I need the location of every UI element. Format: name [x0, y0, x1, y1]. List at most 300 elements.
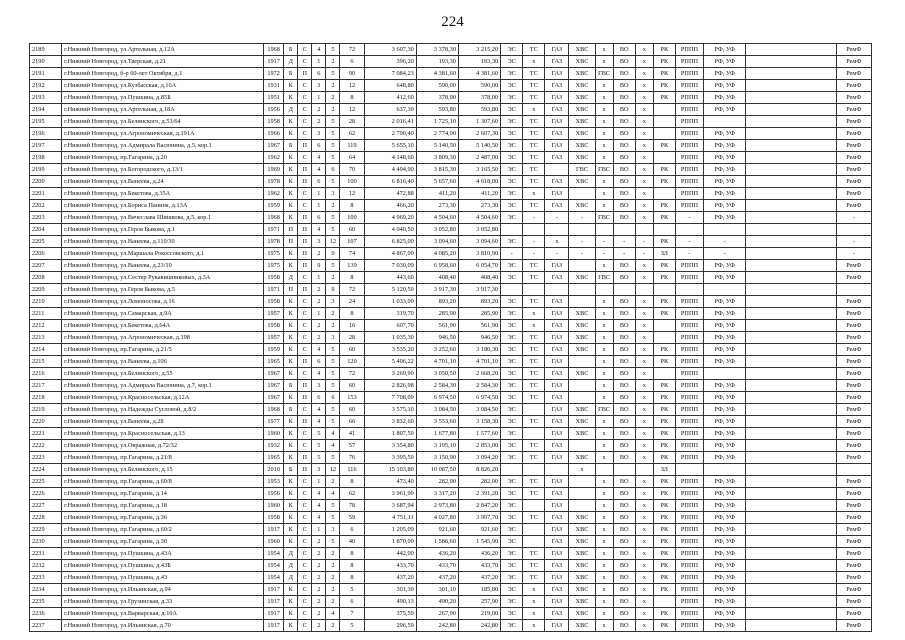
- table-cell: РК: [653, 560, 675, 572]
- table-cell: РФ, УФ: [704, 344, 746, 356]
- table-cell: х: [635, 488, 653, 500]
- table-cell: ГАЗ: [545, 188, 569, 200]
- table-cell: 5: [326, 152, 340, 164]
- table-cell: 6: [326, 164, 340, 176]
- table-cell: [595, 284, 613, 296]
- table-cell: -: [595, 248, 613, 260]
- table-cell: г.Нижний Новгород, ул.Сестер Рукавишниковых, д.3А: [62, 272, 264, 284]
- table-cell: 10 087,50: [416, 464, 458, 476]
- table-cell: ГАЗ: [545, 200, 569, 212]
- table-cell: 2215: [30, 356, 62, 368]
- table-cell: х: [635, 404, 653, 416]
- table-cell: 2205: [30, 236, 62, 248]
- table-cell: П: [298, 248, 312, 260]
- table-cell: [545, 164, 569, 176]
- table-cell: РФ, УФ: [704, 332, 746, 344]
- table-cell: ВО: [613, 392, 635, 404]
- table-cell: РФ, УФ: [704, 128, 746, 140]
- table-cell: РемФ: [836, 332, 871, 344]
- table-cell: ЭС: [501, 488, 523, 500]
- table-cell: РемФ: [836, 128, 871, 140]
- table-cell: 433,70: [458, 560, 500, 572]
- table-cell: 285,90: [458, 308, 500, 320]
- table-cell: ТС: [523, 116, 545, 128]
- table-cell: 74: [340, 248, 364, 260]
- table-cell: х: [595, 620, 613, 632]
- table-cell: 1958: [264, 296, 284, 308]
- table-cell: ГАЗ: [545, 68, 569, 80]
- table-cell: 2 584,30: [458, 380, 500, 392]
- table-cell: 433,70: [416, 560, 458, 572]
- table-cell: С: [298, 608, 312, 620]
- table-cell: 2 774,90: [416, 128, 458, 140]
- table-cell: ЭС: [501, 260, 523, 272]
- table-cell: 4: [312, 512, 326, 524]
- table-cell: 2 391,20: [458, 488, 500, 500]
- table-cell: П: [298, 212, 312, 224]
- table-cell: С: [298, 272, 312, 284]
- table-cell: РППП: [675, 452, 703, 464]
- table-cell: РФ, УФ: [704, 404, 746, 416]
- table-cell: ГАЗ: [545, 392, 569, 404]
- table-cell: [746, 272, 836, 284]
- table-cell: РППП: [675, 296, 703, 308]
- table-cell: 5: [326, 416, 340, 428]
- table-cell: 1966: [264, 128, 284, 140]
- table-cell: г.Нижний Новгород, ул.Артельная, д.18А: [62, 104, 264, 116]
- table-cell: П: [298, 356, 312, 368]
- table-cell: РФ, УФ: [704, 356, 746, 368]
- table-cell: 1: [312, 524, 326, 536]
- table-cell: 5: [326, 380, 340, 392]
- table-cell: г.Нижний Новгород, ул.Надежды Сусловой, д.8/2: [62, 404, 264, 416]
- table-cell: х: [635, 608, 653, 620]
- table-cell: ВО: [613, 380, 635, 392]
- table-cell: х: [569, 464, 595, 476]
- table-cell: ЭС: [501, 512, 523, 524]
- table-cell: Д: [284, 572, 298, 584]
- table-cell: 1960: [264, 500, 284, 512]
- table-cell: С: [298, 368, 312, 380]
- table-cell: х: [595, 128, 613, 140]
- table-cell: РемФ: [836, 380, 871, 392]
- table-cell: ГАЗ: [545, 572, 569, 584]
- table-cell: 4 618,00: [458, 176, 500, 188]
- table-cell: РФ, УФ: [704, 548, 746, 560]
- table-cell: РК: [653, 452, 675, 464]
- table-cell: РФ, УФ: [704, 572, 746, 584]
- table-cell: г.Нижний Новгород, пр.Гагарина, д.21/8: [62, 452, 264, 464]
- table-cell: г.Нижний Новгород, ул.Варварская, д.10А: [62, 608, 264, 620]
- table-row: [30, 476, 872, 488]
- table-cell: РППП: [675, 56, 703, 68]
- table-cell: К: [284, 368, 298, 380]
- table-cell: РФ, УФ: [704, 44, 746, 56]
- table-cell: П: [298, 380, 312, 392]
- table-cell: 1 035,30: [364, 332, 416, 344]
- table-cell: ГАЗ: [545, 332, 569, 344]
- table-cell: х: [523, 320, 545, 332]
- table-cell: 2: [312, 620, 326, 632]
- table-cell: ЭС: [501, 440, 523, 452]
- table-row: [30, 608, 872, 620]
- table-cell: 12: [326, 464, 340, 476]
- table-cell: 2224: [30, 464, 62, 476]
- table-cell: ТС: [523, 452, 545, 464]
- table-cell: РППП: [675, 572, 703, 584]
- table-cell: [836, 224, 871, 236]
- table-cell: х: [635, 308, 653, 320]
- table-cell: ХВС: [569, 140, 595, 152]
- table-cell: ХВС: [569, 320, 595, 332]
- table-cell: х: [595, 440, 613, 452]
- table-cell: РППП: [675, 428, 703, 440]
- table-cell: г.Нижний Новгород, ул.Агрономическая, д.198: [62, 332, 264, 344]
- table-cell: ГАЗ: [545, 296, 569, 308]
- table-cell: С: [298, 500, 312, 512]
- table-cell: РК: [653, 56, 675, 68]
- table-cell: х: [635, 68, 653, 80]
- table-cell: 193,30: [458, 56, 500, 68]
- table-cell: 60: [340, 404, 364, 416]
- table-cell: 4: [312, 416, 326, 428]
- table-row: [30, 44, 872, 56]
- table-cell: [653, 116, 675, 128]
- table-cell: [653, 128, 675, 140]
- table-cell: [746, 128, 836, 140]
- table-row: [30, 56, 872, 68]
- table-cell: ВО: [613, 440, 635, 452]
- table-cell: С: [298, 128, 312, 140]
- table-row: [30, 512, 872, 524]
- table-row: [30, 488, 872, 500]
- table-cell: 139: [340, 260, 364, 272]
- table-cell: х: [635, 200, 653, 212]
- table-cell: ЭС: [501, 56, 523, 68]
- table-cell: 6 816,40: [364, 176, 416, 188]
- table-cell: 2210: [30, 296, 62, 308]
- table-cell: [746, 380, 836, 392]
- table-cell: ЭС: [501, 404, 523, 416]
- table-cell: 408,40: [458, 272, 500, 284]
- table-cell: ГАЗ: [545, 620, 569, 632]
- table-row: [30, 416, 872, 428]
- table-cell: РемФ: [836, 548, 871, 560]
- table-cell: РемФ: [836, 596, 871, 608]
- table-cell: г.Нижний Новгород, ул.Маршала Рокоссовского, д.1: [62, 248, 264, 260]
- table-cell: П: [298, 68, 312, 80]
- table-cell: ГВС: [595, 68, 613, 80]
- table-cell: ТС: [523, 548, 545, 560]
- table-cell: 2199: [30, 164, 62, 176]
- table-row: [30, 332, 872, 344]
- table-cell: РППП: [675, 104, 703, 116]
- table-cell: 2198: [30, 152, 62, 164]
- table-cell: 442,00: [364, 548, 416, 560]
- table-cell: С: [298, 320, 312, 332]
- table-cell: ЭС: [501, 236, 523, 248]
- table-cell: РППП: [675, 512, 703, 524]
- table-cell: 2216: [30, 368, 62, 380]
- table-cell: х: [523, 56, 545, 68]
- table-cell: г.Нижний Новгород, ул.Ванеева, д.110/30: [62, 236, 264, 248]
- table-cell: С: [298, 584, 312, 596]
- table-cell: С: [298, 56, 312, 68]
- table-cell: ТС: [523, 200, 545, 212]
- table-cell: К: [284, 440, 298, 452]
- table-cell: 4 751,11: [364, 512, 416, 524]
- table-cell: 116: [340, 464, 364, 476]
- table-cell: П: [298, 140, 312, 152]
- table-cell: К: [284, 188, 298, 200]
- table-cell: 2: [326, 620, 340, 632]
- table-cell: [613, 224, 635, 236]
- table-cell: 100: [340, 212, 364, 224]
- table-row: [30, 584, 872, 596]
- table-cell: 2200: [30, 176, 62, 188]
- table-cell: х: [635, 524, 653, 536]
- table-cell: 5: [326, 260, 340, 272]
- table-cell: С: [298, 536, 312, 548]
- table-cell: [746, 512, 836, 524]
- table-cell: ТС: [523, 572, 545, 584]
- table-cell: 6 958,60: [416, 260, 458, 272]
- table-cell: х: [635, 272, 653, 284]
- table-cell: РППП: [675, 476, 703, 488]
- table-cell: г.Нижний Новгород, ул.Овражная, д.72/32: [62, 440, 264, 452]
- table-cell: РемФ: [836, 92, 871, 104]
- table-cell: [746, 56, 836, 68]
- table-cell: ЭС: [501, 548, 523, 560]
- table-cell: 3 094,60: [416, 236, 458, 248]
- table-cell: П: [298, 392, 312, 404]
- table-cell: ВО: [613, 500, 635, 512]
- table-cell: 28: [340, 116, 364, 128]
- table-cell: ГАЗ: [545, 140, 569, 152]
- table-cell: 6: [312, 176, 326, 188]
- table-cell: 946,50: [416, 332, 458, 344]
- table-row: [30, 272, 872, 284]
- table-cell: 3 252,60: [416, 344, 458, 356]
- table-cell: х: [595, 104, 613, 116]
- table-cell: 1978: [264, 236, 284, 248]
- table-cell: 1 307,60: [458, 116, 500, 128]
- table-cell: К: [284, 620, 298, 632]
- table-cell: ВО: [613, 560, 635, 572]
- table-cell: 3 050,50: [416, 368, 458, 380]
- table-cell: [613, 464, 635, 476]
- table-cell: 64: [340, 152, 364, 164]
- table-cell: х: [635, 176, 653, 188]
- table-cell: 4: [312, 404, 326, 416]
- table-cell: РК: [653, 500, 675, 512]
- table-cell: 8: [340, 272, 364, 284]
- table-cell: [746, 464, 836, 476]
- table-cell: П: [298, 284, 312, 296]
- table-cell: [569, 488, 595, 500]
- table-cell: ХВС: [569, 68, 595, 80]
- table-cell: [523, 404, 545, 416]
- table-cell: РППП: [675, 176, 703, 188]
- table-cell: 4 381,60: [416, 68, 458, 80]
- table-row: [30, 308, 872, 320]
- table-cell: РППП: [675, 440, 703, 452]
- table-cell: ЗЛ: [653, 464, 675, 476]
- table-cell: П: [298, 224, 312, 236]
- table-cell: -: [704, 236, 746, 248]
- table-cell: х: [595, 92, 613, 104]
- table-cell: РК: [653, 404, 675, 416]
- table-cell: К: [284, 608, 298, 620]
- table-cell: ТС: [523, 512, 545, 524]
- table-cell: ГАЗ: [545, 584, 569, 596]
- table-cell: 4 504,60: [458, 212, 500, 224]
- table-cell: РемФ: [836, 344, 871, 356]
- table-cell: 921,60: [416, 524, 458, 536]
- table-cell: ХВС: [569, 344, 595, 356]
- table-cell: г.Нижний Новгород, ул.Героя Быкова, д.5: [62, 284, 264, 296]
- table-cell: ГАЗ: [545, 476, 569, 488]
- table-cell: ГВС: [595, 164, 613, 176]
- table-cell: [569, 224, 595, 236]
- table-cell: 3 535,20: [364, 344, 416, 356]
- table-cell: ГАЗ: [545, 80, 569, 92]
- table-cell: г.Нижний Новгород, ул.Грузинская, д.33: [62, 596, 264, 608]
- table-cell: х: [523, 308, 545, 320]
- table-cell: 242,80: [416, 620, 458, 632]
- table-cell: ГАЗ: [545, 308, 569, 320]
- table-cell: 3: [312, 80, 326, 92]
- table-cell: 5: [340, 584, 364, 596]
- table-cell: С: [298, 476, 312, 488]
- table-cell: С: [298, 104, 312, 116]
- table-cell: 4: [312, 164, 326, 176]
- table-cell: [569, 500, 595, 512]
- table-cell: 2: [326, 80, 340, 92]
- table-cell: 2226: [30, 488, 62, 500]
- table-cell: РФ, УФ: [704, 308, 746, 320]
- table-cell: х: [595, 44, 613, 56]
- table-cell: ХВС: [569, 584, 595, 596]
- table-cell: 2193: [30, 92, 62, 104]
- table-cell: 8: [340, 560, 364, 572]
- table-row: [30, 248, 872, 260]
- table-cell: РемФ: [836, 500, 871, 512]
- table-cell: ТС: [523, 488, 545, 500]
- table-cell: 1975: [264, 260, 284, 272]
- table-cell: [746, 212, 836, 224]
- table-cell: 2 973,80: [416, 500, 458, 512]
- table-cell: х: [523, 104, 545, 116]
- table-cell: 72: [340, 44, 364, 56]
- table-cell: 3 378,30: [416, 44, 458, 56]
- table-cell: 1967: [264, 368, 284, 380]
- table-cell: ГАЗ: [545, 608, 569, 620]
- table-cell: 5 657,60: [416, 176, 458, 188]
- table-cell: РФ, УФ: [704, 188, 746, 200]
- table-cell: ТС: [523, 296, 545, 308]
- table-cell: 378,00: [416, 92, 458, 104]
- table-cell: РК: [653, 440, 675, 452]
- table-cell: 273,30: [458, 200, 500, 212]
- table-cell: [523, 464, 545, 476]
- table-cell: Д: [284, 560, 298, 572]
- table-cell: х: [635, 320, 653, 332]
- table-cell: 2: [326, 308, 340, 320]
- table-cell: ХВС: [569, 92, 595, 104]
- table-cell: РК: [653, 308, 675, 320]
- table-cell: х: [635, 476, 653, 488]
- table-cell: ТС: [523, 416, 545, 428]
- table-cell: х: [635, 560, 653, 572]
- table-cell: 4: [312, 500, 326, 512]
- table-cell: ВО: [613, 116, 635, 128]
- table-cell: 8: [340, 308, 364, 320]
- table-cell: РемФ: [836, 164, 871, 176]
- table-cell: 282,00: [458, 476, 500, 488]
- table-cell: 5 406,22: [364, 356, 416, 368]
- table-cell: х: [595, 536, 613, 548]
- table-cell: РППП: [675, 116, 703, 128]
- table-cell: 3 165,50: [458, 164, 500, 176]
- table-cell: РППП: [675, 536, 703, 548]
- table-cell: х: [595, 392, 613, 404]
- table-cell: 257,90: [458, 596, 500, 608]
- table-cell: [746, 404, 836, 416]
- page-number: 224: [441, 14, 464, 30]
- table-cell: 1917: [264, 596, 284, 608]
- table-cell: 7 708,09: [364, 392, 416, 404]
- table-cell: 2237: [30, 620, 62, 632]
- table-cell: 1 807,50: [364, 428, 416, 440]
- table-cell: 1958: [264, 320, 284, 332]
- table-cell: 2 847,20: [458, 500, 500, 512]
- table-cell: 2211: [30, 308, 62, 320]
- table-cell: РППП: [675, 488, 703, 500]
- table-cell: РемФ: [836, 188, 871, 200]
- table-cell: К: [284, 116, 298, 128]
- table-cell: г.Нижний Новгород, ул.Красносельская, д.13: [62, 428, 264, 440]
- table-cell: РК: [653, 620, 675, 632]
- table-cell: РК: [653, 524, 675, 536]
- table-cell: 8: [340, 476, 364, 488]
- table-cell: 2 584,30: [416, 380, 458, 392]
- table-cell: г.Нижний Новгород, ул.Пушкина, д.43Б: [62, 560, 264, 572]
- table-cell: 8 826,20: [458, 464, 500, 476]
- table-cell: г.Нижний Новгород, ул.Ванеева, д.28: [62, 416, 264, 428]
- table-cell: ХВС: [569, 596, 595, 608]
- table-cell: х: [595, 452, 613, 464]
- table-cell: ЭС: [501, 200, 523, 212]
- table-row: [30, 404, 872, 416]
- table-cell: [746, 236, 836, 248]
- table-cell: -: [501, 248, 523, 260]
- table-cell: 3 809,30: [416, 152, 458, 164]
- table-cell: РемФ: [836, 392, 871, 404]
- table-cell: ВО: [613, 260, 635, 272]
- table-cell: -: [836, 236, 871, 248]
- table-cell: х: [635, 56, 653, 68]
- table-cell: 6: [312, 68, 326, 80]
- table-cell: х: [595, 608, 613, 620]
- table-cell: [653, 332, 675, 344]
- table-cell: С: [298, 188, 312, 200]
- table-cell: [746, 260, 836, 272]
- table-cell: 41: [340, 428, 364, 440]
- table-cell: С: [298, 296, 312, 308]
- table-cell: 2: [326, 56, 340, 68]
- table-cell: 2: [312, 560, 326, 572]
